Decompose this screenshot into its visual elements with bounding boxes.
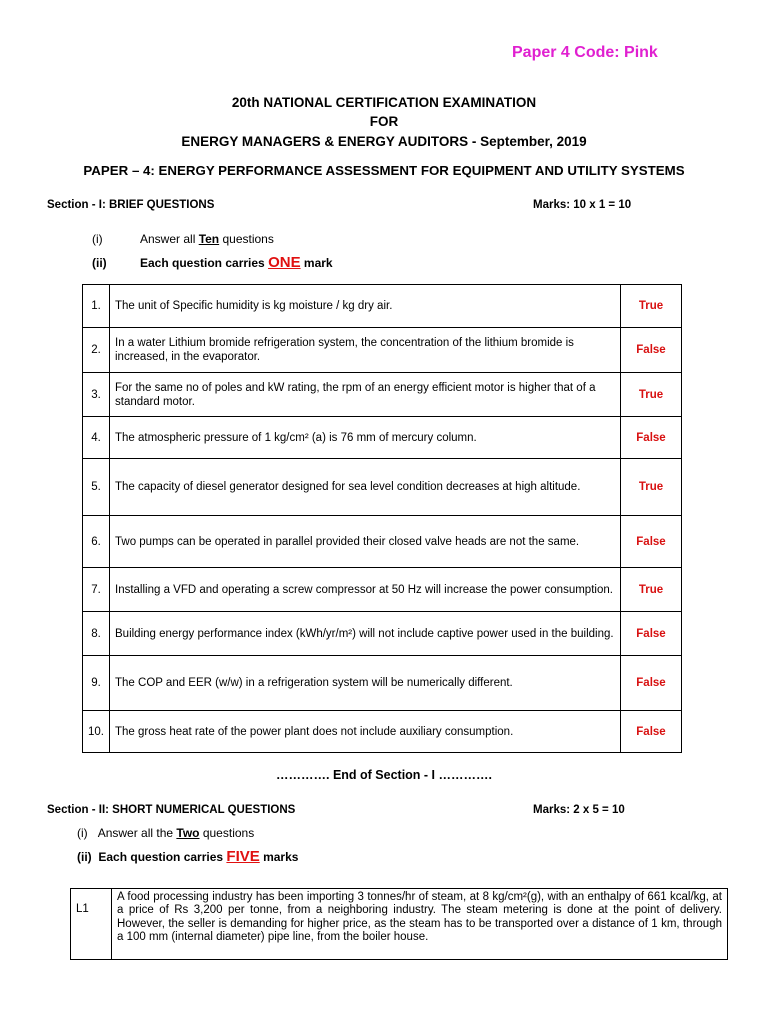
question-answer: False — [621, 328, 682, 373]
instruction-text: questions — [219, 232, 274, 246]
instruction-text: Each question carries — [98, 850, 227, 864]
section2-marks: Marks: 2 x 5 = 10 — [533, 804, 625, 816]
question-row — [83, 285, 682, 328]
question-text: Two pumps can be operated in parallel provided their closed valve heads are not the same. — [110, 516, 621, 568]
section1-heading: Section - I: BRIEF QUESTIONS — [47, 199, 215, 211]
question-answer: True — [621, 568, 682, 612]
instruction-emphasis: Ten — [198, 232, 220, 246]
instruction-text: Answer all — [140, 232, 199, 246]
question-id: L1 — [71, 889, 112, 960]
instruction-text: Answer all the — [97, 826, 177, 840]
question-row — [83, 328, 682, 373]
question-answer: False — [621, 417, 682, 459]
section2-heading: Section - II: SHORT NUMERICAL QUESTIONS — [47, 804, 296, 816]
question-answer: False — [621, 711, 682, 753]
question-number: 4. — [83, 417, 110, 459]
instruction-number: (ii) — [92, 256, 107, 270]
question-row — [83, 711, 682, 753]
question-number: 8. — [83, 612, 110, 656]
question-row — [83, 612, 682, 656]
question-text: The capacity of diesel generator designed for sea level condition decreases at high altitude. — [110, 459, 621, 516]
question-answer: True — [621, 373, 682, 417]
exam-title-line3: ENERGY MANAGERS & ENERGY AUDITORS - September, 2019 — [181, 134, 587, 149]
paper-code: Paper 4 Code: Pink — [512, 44, 658, 61]
section2-instruction-1 — [77, 826, 254, 840]
question-number: 10. — [83, 711, 110, 753]
question-text: Building energy performance index (kWh/yr/m²) will not include captive power used in the building. — [110, 612, 621, 656]
question-number: 3. — [83, 373, 110, 417]
brief-questions-table — [82, 284, 682, 753]
question-row — [83, 516, 682, 568]
instruction-text: marks — [259, 850, 299, 864]
instruction-emphasis: ONE — [268, 254, 301, 271]
question-row — [83, 459, 682, 516]
question-answer: False — [621, 656, 682, 711]
question-row — [83, 373, 682, 417]
instruction-emphasis: Two — [176, 826, 200, 840]
exam-title-line2: FOR — [369, 114, 399, 129]
question-answer: True — [621, 285, 682, 328]
question-text: The gross heat rate of the power plant does not include auxiliary consumption. — [110, 711, 621, 753]
exam-title-line1: 20th NATIONAL CERTIFICATION EXAMINATION — [231, 95, 537, 110]
instruction-number: (ii) — [77, 850, 92, 864]
instruction-text: Each question carries — [140, 256, 269, 270]
numerical-question-row — [71, 889, 728, 960]
question-text: In a water Lithium bromide refrigeration system, the concentration of the lithium bromide is increased, in the evaporator. — [110, 328, 621, 373]
question-text: The COP and EER (w/w) in a refrigeration system will be numerically different. — [110, 656, 621, 711]
question-row — [83, 568, 682, 612]
instruction-number: (i) — [77, 826, 88, 840]
question-number: 6. — [83, 516, 110, 568]
question-text: The unit of Specific humidity is kg moisture / kg dry air. — [110, 285, 621, 328]
instruction-number: (i) — [92, 232, 103, 246]
question-text: Installing a VFD and operating a screw compressor at 50 Hz will increase the power consumption. — [110, 568, 621, 612]
question-number: 9. — [83, 656, 110, 711]
instruction-text: questions — [199, 826, 255, 840]
paper-title: PAPER – 4: ENERGY PERFORMANCE ASSESSMENT FOR EQUIPMENT AND UTILITY SYSTEMS — [83, 163, 685, 178]
question-number: 2. — [83, 328, 110, 373]
question-number: 1. — [83, 285, 110, 328]
question-answer: False — [621, 516, 682, 568]
question-answer: True — [621, 459, 682, 516]
question-text: The atmospheric pressure of 1 kg/cm² (a) is 76 mm of mercury column. — [110, 417, 621, 459]
section2-instruction-2 — [77, 848, 298, 865]
question-number: 7. — [83, 568, 110, 612]
numerical-question-table — [70, 888, 728, 960]
instruction-emphasis: FIVE — [226, 848, 260, 865]
question-text: For the same no of poles and kW rating, the rpm of an energy efficient motor is higher that of a standard motor. — [110, 373, 621, 417]
section1-instruction-2 — [92, 254, 333, 271]
question-number: 5. — [83, 459, 110, 516]
question-row — [83, 417, 682, 459]
question-row — [83, 656, 682, 711]
section1-instruction-1 — [92, 232, 274, 246]
end-of-section-1: …………. End of Section - I …………. — [276, 768, 492, 782]
instruction-text: mark — [300, 256, 333, 270]
question-answer: False — [621, 612, 682, 656]
question-text: A food processing industry has been importing 3 tonnes/hr of steam, at 8 kg/cm²(g), with an enthalpy of 661 kcal/kg, at a price of Rs 3,200 per tonne, from a neighboring industry. The steam metering is done at the point of delivery. However, the seller is demanding for higher price, as the steam has to be transported over a distance of 1 km, through a 100 mm (internal diameter) pipe line, from the boiler house. — [112, 889, 728, 960]
section1-marks: Marks: 10 x 1 = 10 — [533, 199, 632, 211]
